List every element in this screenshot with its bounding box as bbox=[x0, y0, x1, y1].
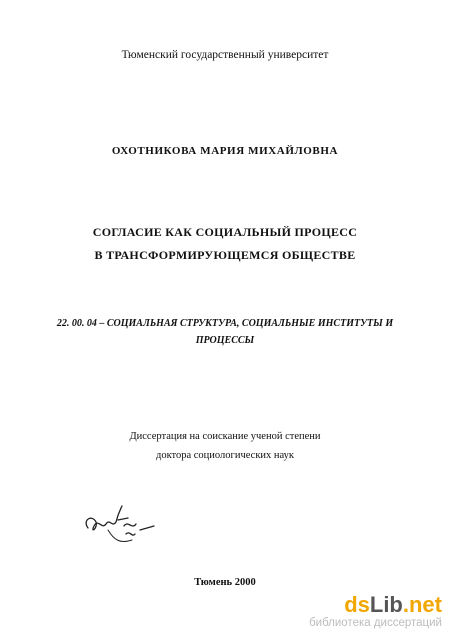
university-name: Тюменский государственный университет bbox=[121, 49, 329, 61]
logo-net: .net bbox=[402, 592, 442, 617]
dissertation-title-line-2: В ТРАНСФОРМИРУЮЩЕМСЯ ОБЩЕСТВЕ bbox=[94, 248, 356, 262]
author-name: ОХОТНИКОВА МАРИЯ МИХАЙЛОВНА bbox=[111, 145, 339, 157]
watermark-subtitle: библиотека диссертаций bbox=[309, 617, 442, 629]
degree-line-1: Диссертация на соискание ученой степени bbox=[129, 431, 321, 442]
logo-ds: ds bbox=[344, 592, 370, 617]
handwritten-signature bbox=[80, 500, 160, 546]
dissertation-title-line-1: СОГЛАСИЕ КАК СОЦИАЛЬНЫЙ ПРОЦЕСС bbox=[92, 225, 358, 239]
specialty-line-2: ПРОЦЕССЫ bbox=[195, 335, 255, 346]
logo-lib: Lib bbox=[369, 592, 403, 617]
city-year: Тюмень 2000 bbox=[194, 577, 256, 588]
dslib-watermark bbox=[309, 594, 442, 630]
dslib-logo bbox=[309, 594, 442, 616]
degree-line-2: доктора социологических наук bbox=[155, 450, 295, 461]
specialty-line-1: 22. 00. 04 – СОЦИАЛЬНАЯ СТРУКТУРА, СОЦИАЛЬНЫЕ ИНСТИТУТЫ И bbox=[56, 318, 394, 329]
